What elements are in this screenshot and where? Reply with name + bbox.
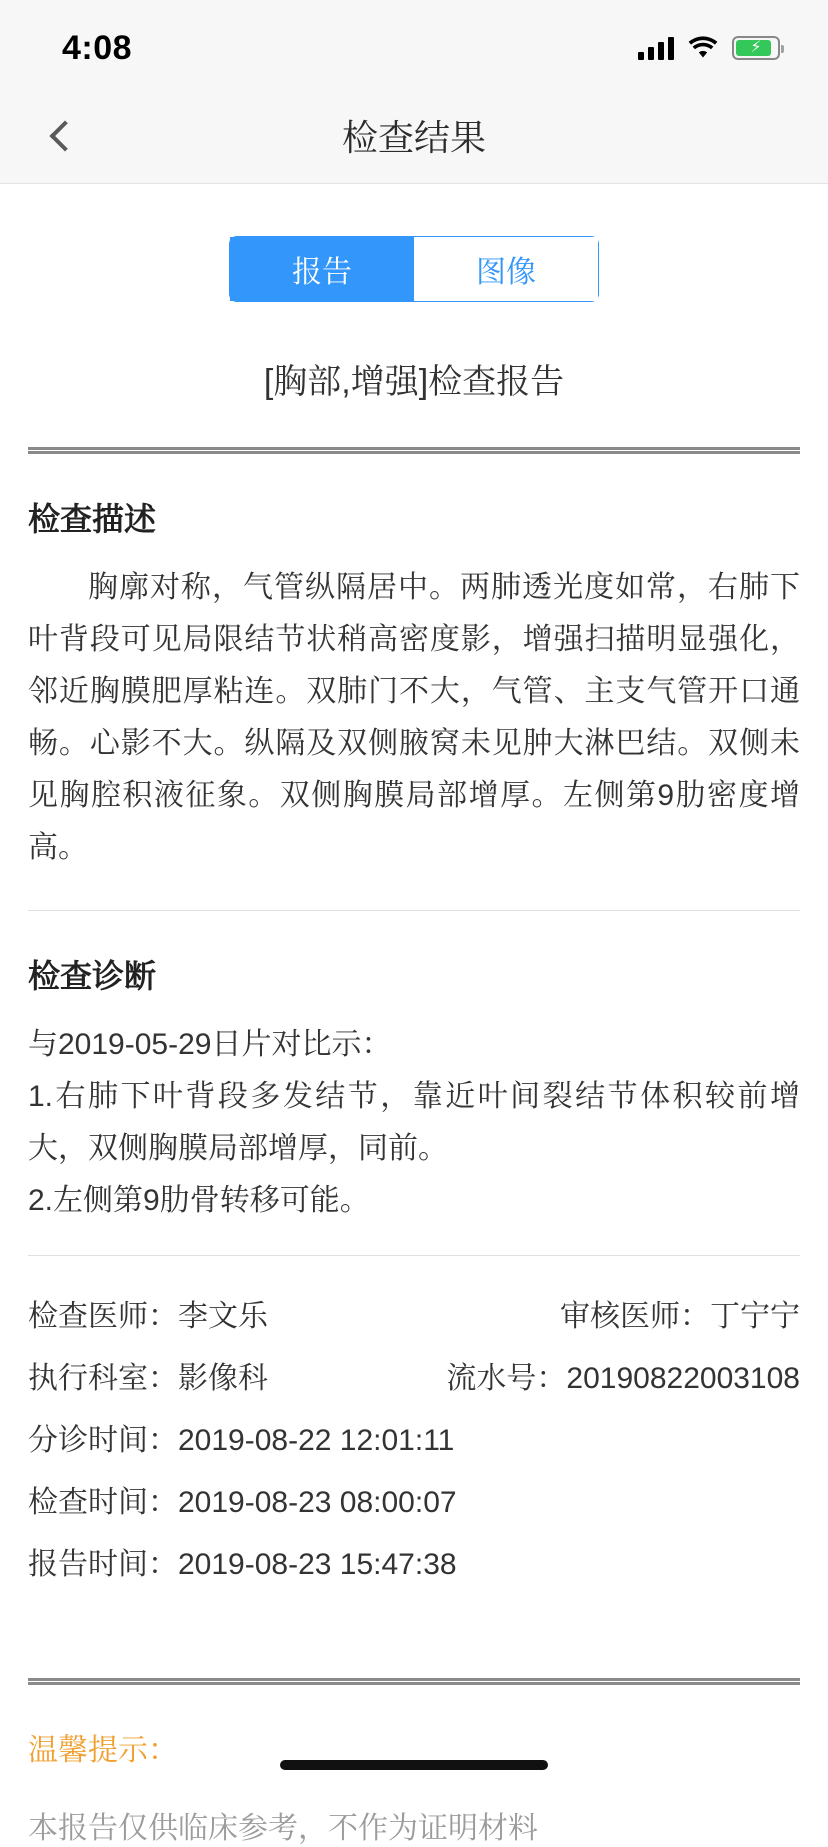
diagnosis-line: 2.左侧第9肋骨转移可能。: [28, 1184, 370, 1217]
report-title: [胸部,增强]检查报告: [263, 363, 565, 401]
description-heading: 检查描述: [28, 501, 157, 537]
meta-exam-time: [28, 1472, 457, 1534]
divider-double-top: [28, 447, 800, 454]
meta-triage-time: [28, 1410, 454, 1472]
meta-row: [28, 1348, 800, 1410]
tab-report[interactable]: 报告: [230, 237, 414, 301]
wifi-icon: [688, 37, 718, 60]
status-time: 4:08: [62, 28, 133, 67]
segmented-control[interactable]: [229, 236, 599, 302]
meta-doctor: [28, 1286, 268, 1348]
status-indicators: [638, 28, 780, 60]
meta-reviewer: [560, 1286, 800, 1348]
description-text: 胸廓对称，气管纵隔居中。两肺透光度如常，右肺下叶背段可见局限结节状稍高密度影，增强扫描明显强化，邻近胸膜肥厚粘连。双肺门不大，气管、主支气管开口通畅。心影不大。纵隔及双侧腋窝未见肿大淋巴结。双侧未见胸腔积液征象。双侧胸膜局部增厚。左侧第9肋密度增高。: [28, 571, 800, 864]
meta-label: 审核医师：: [560, 1300, 710, 1333]
meta-value: 丁宁宁: [710, 1300, 800, 1333]
tips-section: [0, 1725, 828, 1847]
meta-section: [0, 1256, 828, 1606]
page-title: 检查结果: [341, 117, 486, 158]
meta-value: 李文乐: [178, 1300, 268, 1333]
chevron-left-icon[interactable]: [30, 101, 100, 171]
meta-value: 2019-08-23 08:00:07: [178, 1486, 457, 1519]
diagnosis-section: [0, 951, 828, 1227]
meta-label: 检查医师：: [28, 1300, 178, 1333]
home-indicator: [280, 1760, 548, 1770]
meta-row: [28, 1472, 800, 1534]
meta-label: 检查时间：: [28, 1486, 178, 1519]
meta-label: 分诊时间：: [28, 1424, 178, 1457]
description-section: [0, 494, 828, 874]
diagnosis-heading: 检查诊断: [28, 958, 157, 994]
diagnosis-line: 1.右肺下叶背段多发结节，靠近叶间裂结节体积较前增大，双侧胸膜局部增厚，同前。: [28, 1080, 800, 1165]
tips-text: 本报告仅供临床参考，不作为证明材料: [28, 1812, 538, 1845]
meta-value: 20190822003108: [566, 1362, 800, 1395]
meta-value: 影像科: [178, 1362, 268, 1395]
nav-bar: [0, 88, 828, 184]
diagnosis-line: 与2019-05-29日片对比示：: [28, 1028, 392, 1061]
meta-row: [28, 1534, 800, 1596]
meta-label: 流水号：: [446, 1362, 567, 1395]
segmented-control-wrap: [0, 184, 828, 302]
tab-images[interactable]: 图像: [414, 237, 598, 301]
meta-label: 执行科室：: [28, 1362, 178, 1395]
status-bar: [0, 0, 828, 88]
meta-row: [28, 1286, 800, 1348]
meta-row: [28, 1410, 800, 1472]
meta-report-time: [28, 1534, 457, 1596]
meta-serial-number: [446, 1348, 800, 1410]
meta-value: 2019-08-23 15:47:38: [178, 1548, 457, 1581]
meta-value: 2019-08-22 12:01:11: [178, 1424, 455, 1457]
battery-charging-icon: ⚡: [732, 36, 780, 60]
signal-bars-icon: [638, 36, 674, 60]
meta-department: [28, 1348, 268, 1410]
meta-label: 报告时间：: [28, 1548, 178, 1581]
divider-light-1: [28, 910, 800, 911]
tips-title: 温馨提示：: [28, 1734, 178, 1767]
divider-double-bottom: [28, 1678, 800, 1685]
